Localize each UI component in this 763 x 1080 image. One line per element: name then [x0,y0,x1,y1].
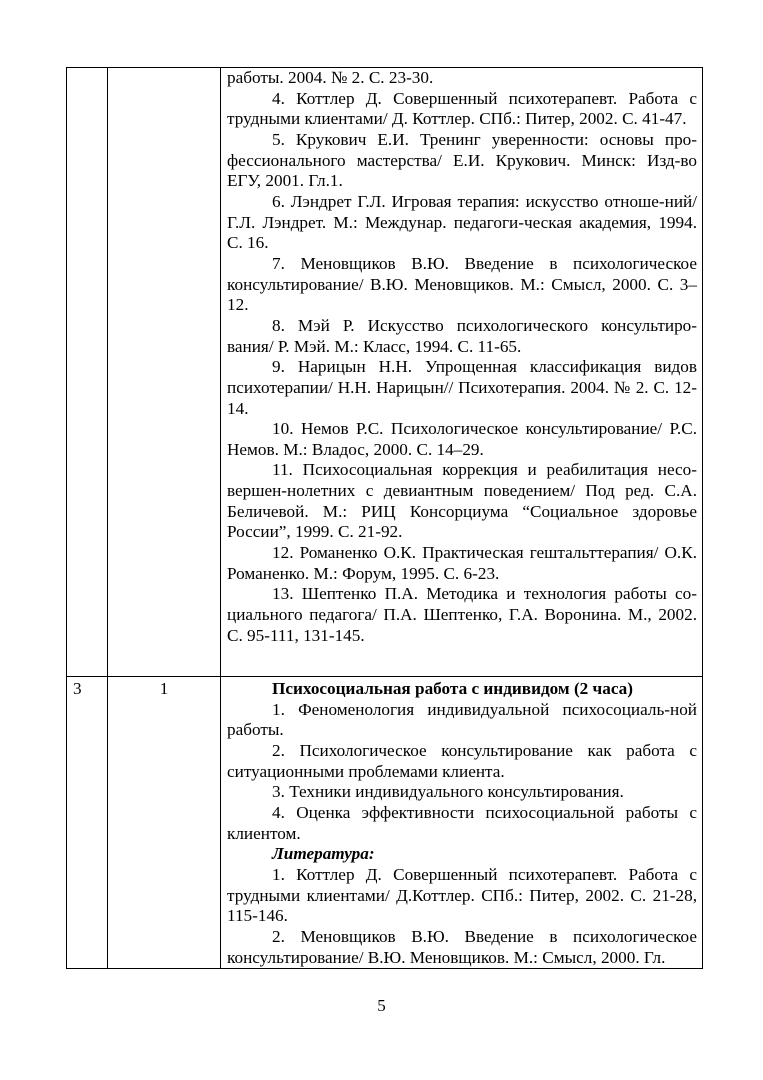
topic-item: 4. Оценка эффективности психосоциальной работы с клиентом. [227,802,697,843]
reference-item: 10. Немов Р.С. Психологическое консультирование/ Р.С. Немов. М.: Владос, 2000. С. 14–29. [227,419,697,459]
reference-item: 7. Меновщиков В.Ю. Введение в психологическое консультирование/ В.Ю. Меновщиков. М.: Смысл, 2000. С. 3–12. [227,253,697,315]
topic-item: 2. Психологическое консультирование как работа с ситуационными проблемами клиента. [227,740,697,781]
table-row [67,68,703,677]
row2-col2: 1 [108,677,221,969]
row2-content [221,677,703,969]
topic-item: 1. Феноменология индивидуальной психосоциаль-ной работы. [227,699,697,740]
table-row [67,677,703,969]
reference-item: 6. Лэндрет Г.Л. Игровая терапия: искусство отноше-ний/ Г.Л. Лэндрет. М.: Междунар. педагоги-ческая академия, 1994. С. 16. [227,191,697,253]
reference-item: 13. Шептенко П.А. Методика и технология работы со-циального педагога/ П.А. Шептенко, Г.А. Воронина. М., 2002. С. 95-111, 131-145. [227,584,697,645]
reference-item: 4. Коттлер Д. Совершенный психотерапевт. Работа с трудными клиентами/ Д. Коттлер. СПб.: Питер, 2002. С. 41-47. [227,88,697,129]
topic-item: 3. Техники индивидуального консультирования. [272,782,624,802]
page-number: 5 [377,996,386,1015]
reference-item: работы. 2004. № 2. С. 23-30. [227,68,434,87]
reference-item: 2. Меновщиков В.Ю. Введение в психологическое консультирование/ В.Ю. Меновщиков. М.: Смысл, 2000. Гл. [227,926,697,967]
reference-item: 9. Нарицын Н.Н. Упрощенная классификация видов психотерапии/ Н.Н. Нарицын// Психотерапия. 2004. № 2. С. 12-14. [227,357,697,418]
section-heading: Психосоциальная работа с индивидом (2 часа) [272,679,633,698]
row2-col1: 3 [67,677,108,969]
row1-col2 [108,68,221,677]
reference-item: 1. Коттлер Д. Совершенный психотерапевт. Работа с трудными клиентами/ Д.Коттлер. СПб.: Питер, 2002. С. 21-28, 115-146. [227,864,697,926]
reference-item: 11. Психосоциальная коррекция и реабилитация несо-вершен-нолетних с девиантным поведением/ Под ред. С.А. Беличевой. М.: РИЦ Консорциума “Социальное здоровье России”, 1999. С. 21-92. [227,460,697,542]
reference-item: 5. Крукович Е.И. Тренинг уверенности: основы про-фессионального мастерства/ Е.И. Крукович. Минск: Изд-во ЕГУ, 2001. Гл.1. [227,129,697,191]
literature-heading: Литература: [272,844,375,864]
document-table [66,67,703,969]
row1-col1 [67,68,108,677]
reference-item: 8. Мэй Р. Искусство психологического консультиро-вания/ Р. Мэй. М.: Класс, 1994. С. 11-65. [227,315,697,356]
row1-content [221,68,703,677]
reference-item: 12. Романенко О.К. Практическая гештальттерапия/ О.К. Романенко. М.: Форум, 1995. С. 6-23. [227,543,697,583]
